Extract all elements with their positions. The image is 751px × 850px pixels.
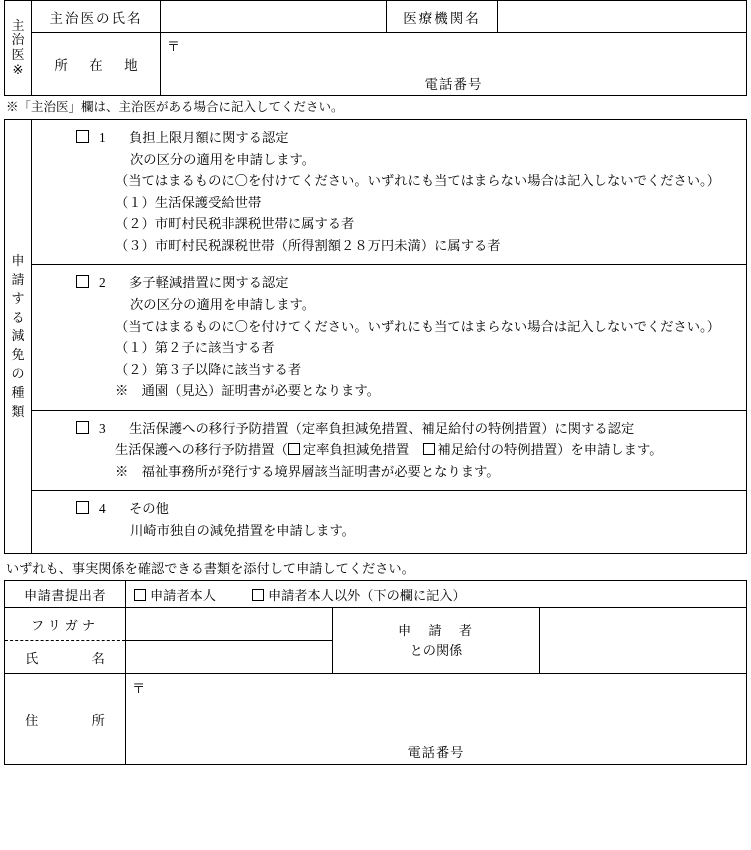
item-2-heading — [32, 272, 746, 294]
item-2-option-1[interactable]: （１）第２子に該当する者 — [115, 340, 275, 356]
item-4-line-1: 川崎市独自の減免措置を申請します。 — [130, 522, 355, 538]
item-3-number: 3 — [99, 420, 106, 436]
item-1-line-2: （当てはまるものに〇を付けてください。いずれにも当てはまらない場合は記入しないでください。） — [115, 173, 721, 189]
vertical-char: 主 — [11, 17, 25, 33]
option-other-label[interactable]: 申請者本人以外（下の欄に記入） — [267, 587, 466, 603]
item-3-title: 生活保護への移行予防措置（定率負担減免措置、補足給付の特例措置）に関する認定 — [129, 420, 635, 436]
furigana-row — [5, 608, 747, 641]
item-1-heading — [32, 127, 746, 149]
item-3-line-2 — [32, 439, 746, 461]
item-2-number: 2 — [99, 275, 106, 291]
vertical-char: 申 — [11, 252, 25, 268]
item-4-title: その他 — [129, 501, 169, 517]
reduction-item-2 — [32, 265, 747, 410]
item-3-option-2-label: 補足給付の特例措置）を申請します。 — [437, 442, 663, 458]
applicant-address-label: 住 所 — [5, 674, 126, 765]
doctor-note: ※「主治医」欄は、主治医がある場合に記入してください。 — [6, 100, 344, 114]
applicant-section-table — [4, 580, 747, 765]
vertical-char: 免 — [11, 347, 25, 363]
vertical-char: の — [11, 366, 25, 382]
institution-input[interactable] — [498, 1, 747, 33]
doctor-address-input[interactable] — [161, 33, 747, 96]
doctor-address-row — [5, 33, 747, 96]
relation-input[interactable] — [540, 608, 747, 674]
submitter-label: 申請書提出者 — [5, 581, 126, 608]
reduction-item-4 — [32, 491, 747, 554]
vertical-char: 類 — [11, 403, 25, 419]
reduction-item-3 — [32, 410, 747, 491]
item-2-option-2[interactable]: （２）第３子以降に該当する者 — [115, 361, 302, 377]
item-2-line-2: （当てはまるものに〇を付けてください。いずれにも当てはまらない場合は記入しないでください。） — [115, 318, 721, 334]
checkbox-applicant-other[interactable] — [252, 589, 264, 601]
vertical-char: 請 — [11, 271, 25, 287]
vertical-char: 種 — [11, 384, 25, 400]
item-1-number: 1 — [99, 130, 106, 146]
item-3-heading — [32, 418, 746, 440]
doctor-vertical-label — [5, 1, 32, 96]
item-1-option-1[interactable]: （１）生活保護受給世帯 — [115, 194, 262, 210]
checkbox-applicant-self[interactable] — [134, 589, 146, 601]
applicant-name-input[interactable] — [126, 641, 333, 674]
vertical-char: 減 — [11, 328, 25, 344]
item-1-line-1: 次の区分の適用を申請します。 — [130, 151, 316, 167]
item-1-title: 負担上限月額に関する認定 — [129, 130, 289, 146]
item-2-note: ※ 通園（見込）証明書が必要となります。 — [115, 383, 380, 399]
vertical-char: ※ — [12, 61, 24, 77]
applicant-address-input[interactable] — [126, 674, 747, 765]
vertical-char: 医 — [11, 47, 25, 62]
doctor-address-label: 所 在 地 — [32, 33, 161, 96]
reduction-item-row-2 — [5, 265, 747, 410]
checkbox-item-4[interactable] — [76, 501, 89, 514]
vertical-char: 治 — [11, 32, 25, 48]
checkbox-item-3[interactable] — [76, 421, 89, 434]
item-3-note: ※ 福祉事務所が発行する境界層該当証明書が必要となります。 — [115, 463, 500, 479]
item-4-heading — [32, 498, 746, 520]
address-row — [5, 674, 747, 765]
item-3-line-2-prefix: 生活保護への移行予防措置（ — [115, 442, 288, 458]
reduction-vertical-label — [5, 120, 32, 554]
reduction-item-row-1 — [5, 120, 747, 265]
furigana-input[interactable] — [126, 608, 333, 641]
item-1-option-2[interactable]: （２）市町村民税非課税世帯に属する者 — [115, 216, 355, 232]
relation-label-line-2: との関係 — [409, 642, 463, 658]
furigana-label: フリガナ — [5, 608, 126, 641]
option-self-label[interactable]: 申請者本人 — [150, 587, 216, 603]
reduction-item-1 — [32, 120, 747, 265]
doctor-name-label: 主治医の氏名 — [32, 1, 161, 33]
vertical-char: す — [11, 290, 25, 306]
middle-note: いずれも、事実関係を確認できる書類を添付して申請してください。 — [6, 561, 415, 577]
institution-label: 医療機関名 — [387, 1, 498, 33]
checkbox-item-1[interactable] — [76, 130, 89, 143]
submitter-options — [126, 581, 747, 608]
checkbox-item-2[interactable] — [76, 275, 89, 288]
item-1-option-3[interactable]: （３）市町村民税課税世帯（所得割額２８万円未満）に属する者 — [115, 237, 501, 253]
item-2-title: 多子軽減措置に関する認定 — [129, 275, 289, 291]
doctor-section-table — [4, 0, 747, 96]
reduction-section-table — [4, 119, 747, 554]
item-3-option-1-label: 定率負担減免措置 — [302, 442, 423, 458]
postal-mark-icon: 〒 — [132, 681, 146, 697]
postal-mark-icon: 〒 — [167, 39, 181, 54]
applicant-name-label: 氏 名 — [5, 641, 126, 674]
reduction-item-row-3 — [5, 410, 747, 491]
applicant-tel-label: 電話番号 — [407, 745, 465, 761]
submitter-row — [5, 581, 747, 608]
item-2-line-1: 次の区分の適用を申請します。 — [130, 296, 316, 312]
relation-label-line-1: 申 請 者 — [398, 622, 474, 638]
doctor-name-input[interactable] — [161, 1, 387, 33]
vertical-char: る — [11, 309, 25, 325]
checkbox-supplementary-benefit[interactable] — [423, 443, 435, 455]
reduction-item-row-4 — [5, 491, 747, 554]
doctor-tel-label: 電話番号 — [424, 77, 483, 92]
relation-label — [333, 608, 540, 674]
checkbox-flat-rate-reduction[interactable] — [288, 443, 300, 455]
doctor-name-row — [5, 1, 747, 33]
item-4-number: 4 — [99, 501, 106, 517]
